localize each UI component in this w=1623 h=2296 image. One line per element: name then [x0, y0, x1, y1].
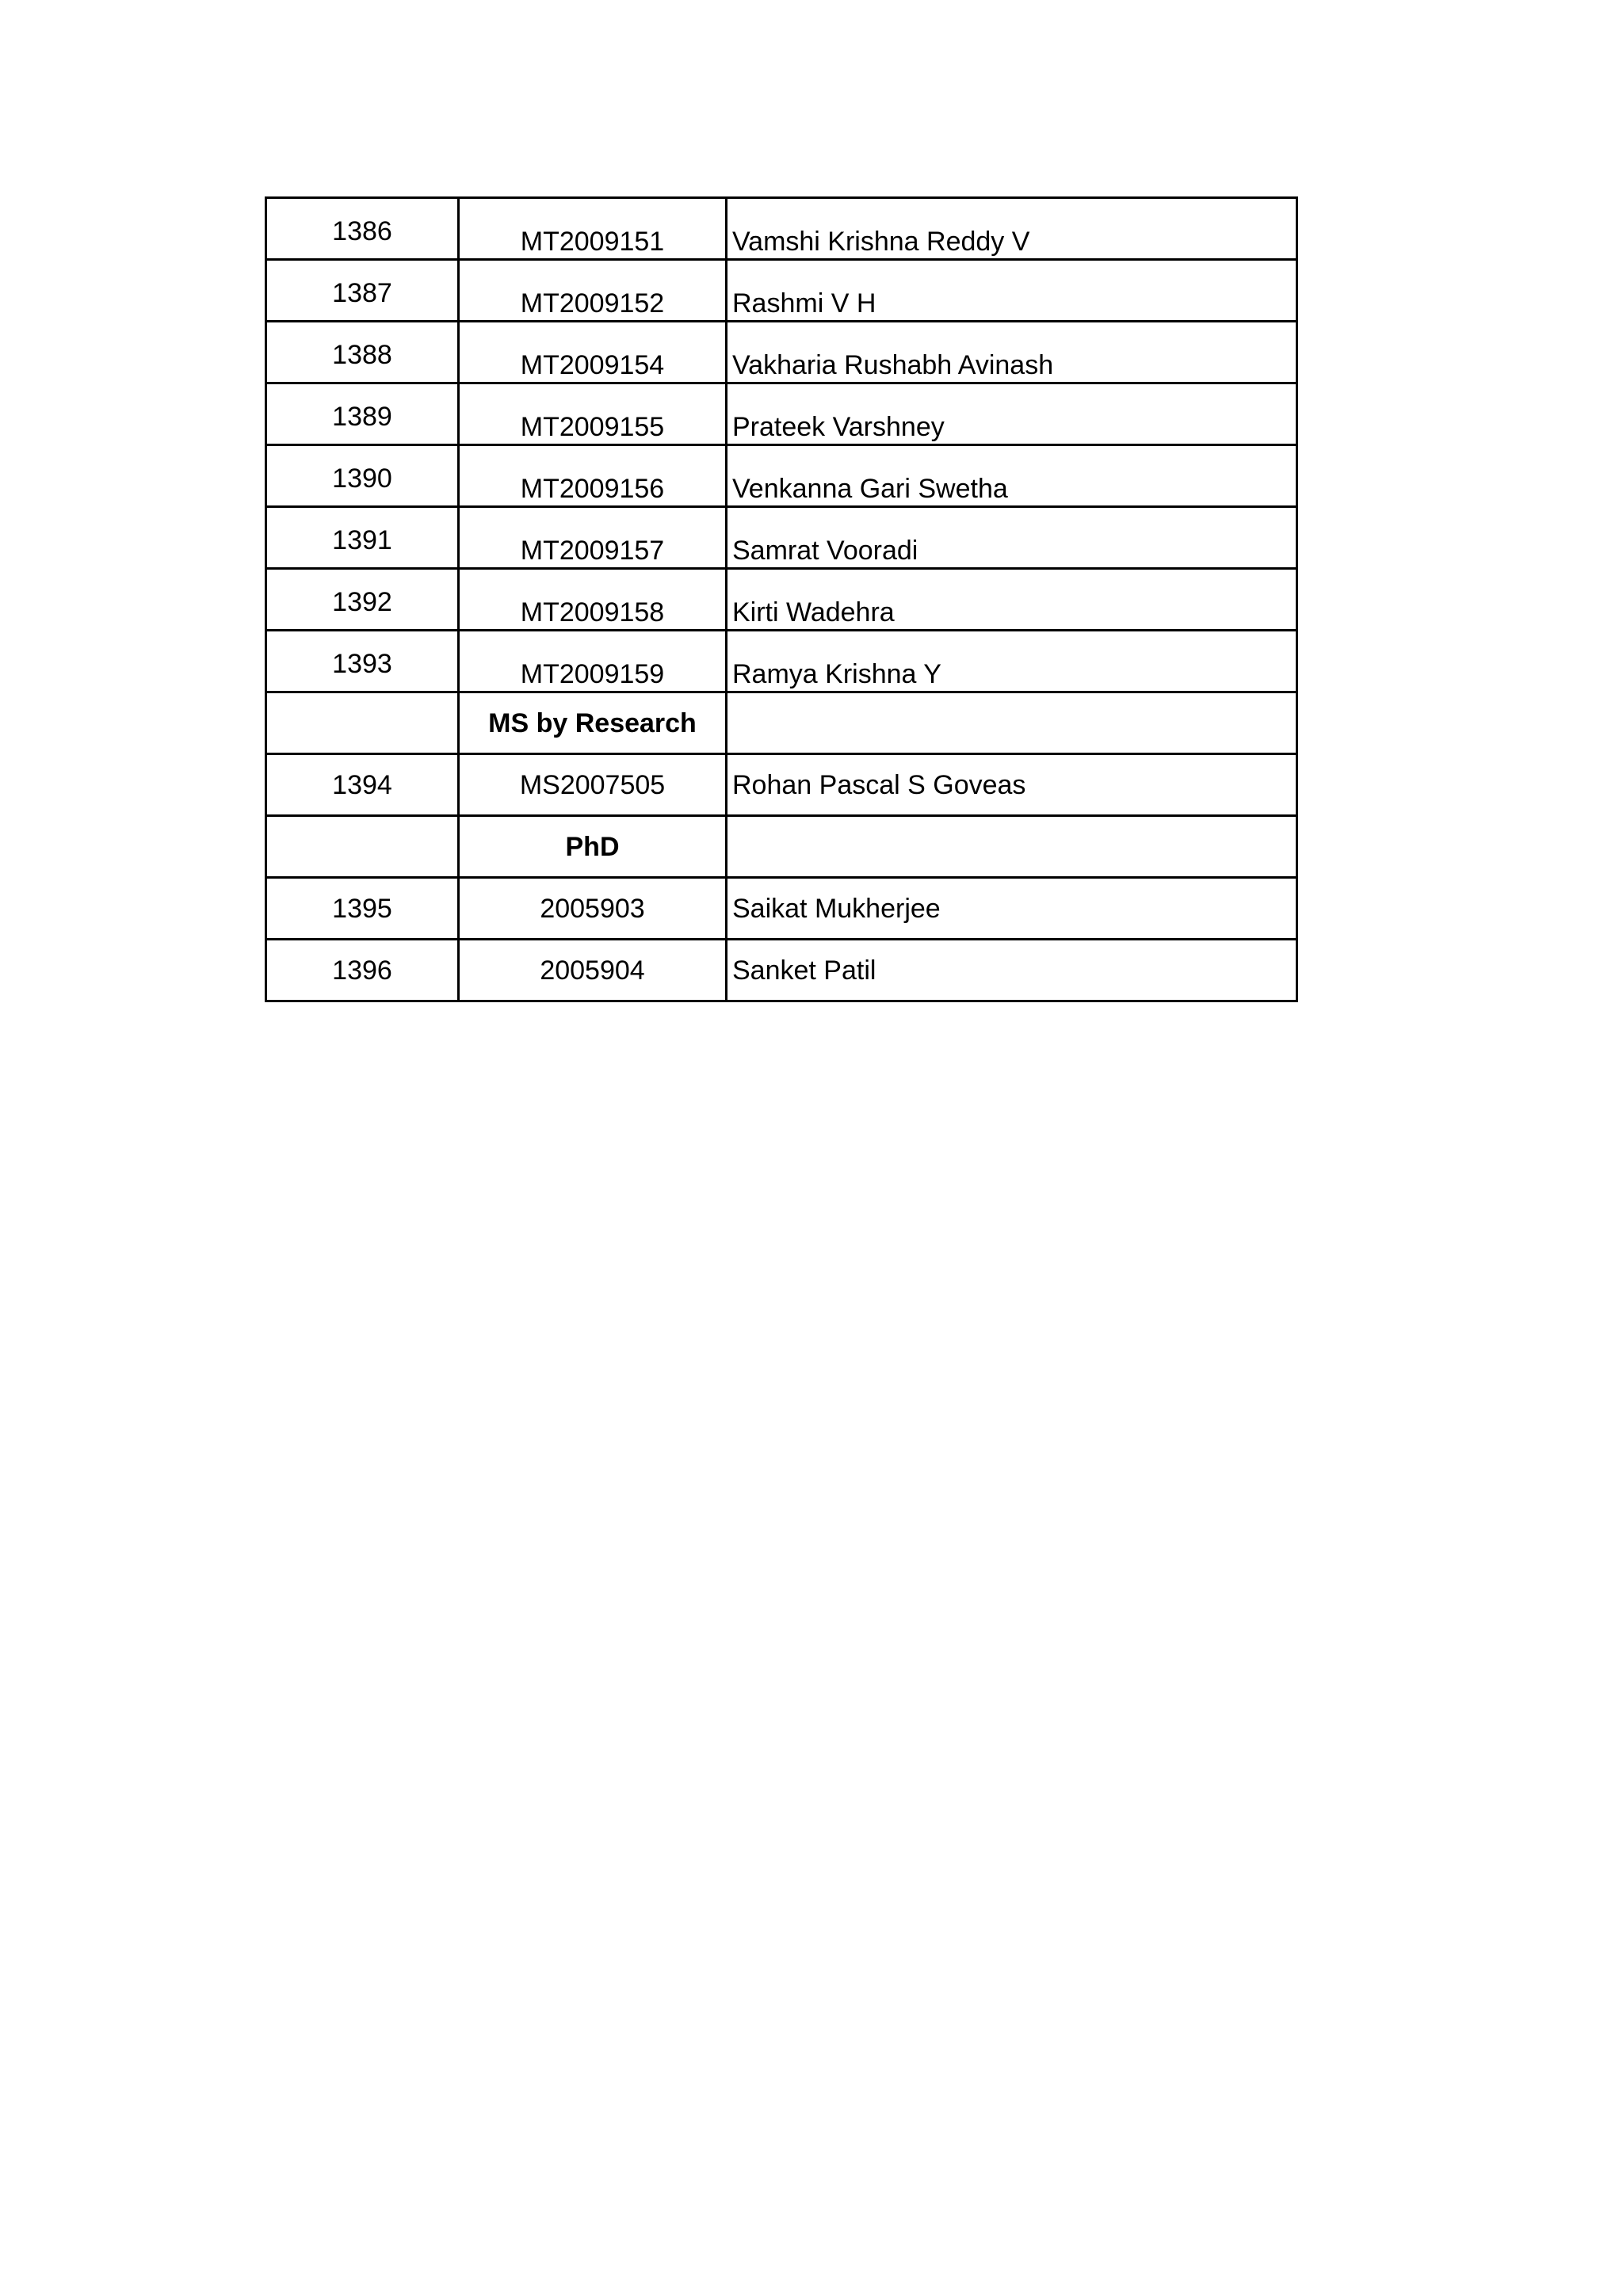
- serial-number-cell: 1393: [266, 631, 459, 692]
- table-row: [266, 940, 1297, 1001]
- student-name-cell: Rashmi V H: [727, 260, 1297, 322]
- serial-number-cell: 1391: [266, 507, 459, 569]
- serial-number-cell: 1396: [266, 940, 459, 1001]
- student-roster-table: [265, 196, 1298, 1002]
- roll-number-cell: 2005904: [459, 940, 727, 1001]
- table-row: [266, 878, 1297, 940]
- serial-number-cell: 1386: [266, 198, 459, 260]
- serial-number-cell: 1392: [266, 569, 459, 631]
- student-name-cell: [727, 816, 1297, 878]
- student-name-cell: Vakharia Rushabh Avinash: [727, 322, 1297, 383]
- roll-number-cell: MT2009155: [459, 383, 727, 445]
- table-row: [266, 507, 1297, 569]
- student-name-cell: Sanket Patil: [727, 940, 1297, 1001]
- roll-number-cell: MT2009156: [459, 445, 727, 507]
- student-name-cell: Venkanna Gari Swetha: [727, 445, 1297, 507]
- roll-number-cell: MT2009157: [459, 507, 727, 569]
- table-row: [266, 260, 1297, 322]
- section-header-row: [266, 816, 1297, 878]
- roll-number-cell: MT2009154: [459, 322, 727, 383]
- student-name-cell: Saikat Mukherjee: [727, 878, 1297, 940]
- table-row: [266, 631, 1297, 692]
- roll-number-cell: MT2009159: [459, 631, 727, 692]
- roll-number-cell: 2005903: [459, 878, 727, 940]
- section-header-row: [266, 692, 1297, 754]
- section-title-phd: PhD: [459, 816, 727, 878]
- table-row: [266, 322, 1297, 383]
- student-name-cell: Rohan Pascal S Goveas: [727, 754, 1297, 816]
- serial-number-cell: 1390: [266, 445, 459, 507]
- student-name-cell: Samrat Vooradi: [727, 507, 1297, 569]
- serial-number-cell: 1394: [266, 754, 459, 816]
- student-name-cell: Prateek Varshney: [727, 383, 1297, 445]
- serial-number-cell: 1389: [266, 383, 459, 445]
- roll-number-cell: MT2009158: [459, 569, 727, 631]
- serial-number-cell: 1387: [266, 260, 459, 322]
- table-row: [266, 383, 1297, 445]
- serial-number-cell: [266, 692, 459, 754]
- table-row: [266, 198, 1297, 260]
- serial-number-cell: 1388: [266, 322, 459, 383]
- table-row: [266, 445, 1297, 507]
- roll-number-cell: MS2007505: [459, 754, 727, 816]
- student-name-cell: [727, 692, 1297, 754]
- roll-number-cell: MT2009152: [459, 260, 727, 322]
- serial-number-cell: 1395: [266, 878, 459, 940]
- student-name-cell: Ramya Krishna Y: [727, 631, 1297, 692]
- roll-number-cell: MT2009151: [459, 198, 727, 260]
- student-name-cell: Kirti Wadehra: [727, 569, 1297, 631]
- table-row: [266, 569, 1297, 631]
- table-row: [266, 754, 1297, 816]
- student-name-cell: Vamshi Krishna Reddy V: [727, 198, 1297, 260]
- serial-number-cell: [266, 816, 459, 878]
- section-title-ms-by-research: MS by Research: [459, 692, 727, 754]
